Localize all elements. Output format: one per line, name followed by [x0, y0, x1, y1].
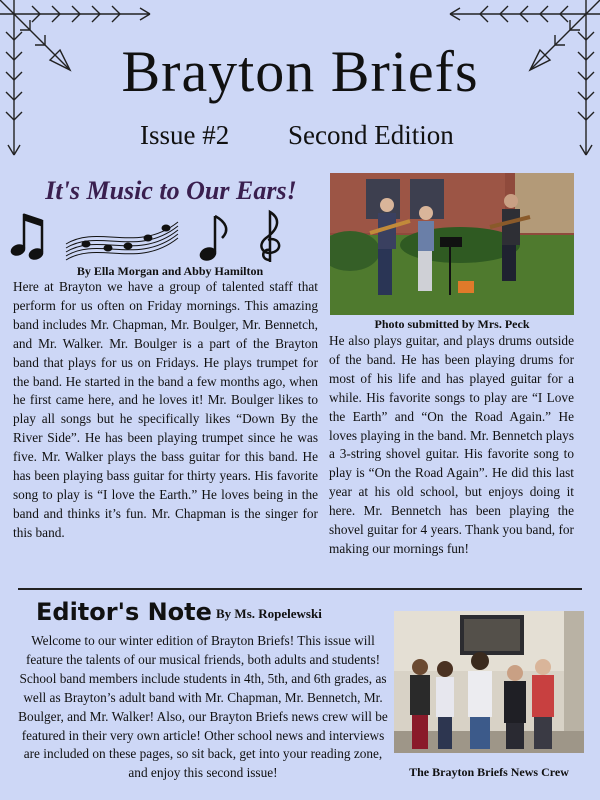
section-divider: [18, 588, 582, 590]
editors-note-body: Welcome to our winter edition of Brayton Briefs! This issue will feature the talents of our musical friends, both adults and students! School band members include students in 4th, 5th, and 6th grades, as well as Brayton’s adult band with Mr. Chapman, Mr. Bennetch, Mr. Boulger, and Mr. Walker! Also, our Brayton Briefs news crew will be featured in their very own article! Other school news and interviews are included on these pages, so sit back, get into your reading zone, and enjoy this second issue!: [18, 633, 388, 781]
article-byline: By Ella Morgan and Abby Hamilton: [76, 264, 264, 278]
article-column-2: He also plays guitar, and plays drums outside of the band. He has been playing drums for most of his life and has played guitar for a while. His favorite songs to play are “I Love the Earth” and “On the Road Again.” He loves playing in the band. Mr. Bennetch plays a 3-string shovel guitar. His favorite song to play is “On the Road Again”. He did this last year at his old school, but enjoys doing it here. Mr. Bennetch has been playing the shovel guitar for 4 years. Thank you band, for making our mornings fun!: [329, 333, 574, 556]
article-column-1: Here at Brayton we have a group of talented staff that perform for us often on Friday mornings. This amazing band includes Mr. Chapman, Mr. Boulger, Mr. Bennetch, and Mr. Walker. Mr. Boulger is a part of the Brayton band that plays for us on Fridays. He plays trumpet for the band. He started in the band a few months ago, when he first came here, and he loves it! Mr. Boulger likes to play all songs but he specifically likes “Down By the River Side”. He has been playing trumpet since he was five. Mr. Walker plays the bass guitar for this band. He has been playing bass guitar for thirty years. His favorite song to play is “I love the Earth.” He loves being in the band and thinks it’s fun. Mr. Chapman is the singer for this band.: [13, 279, 318, 540]
news-crew-photo: [394, 611, 584, 753]
edition-label: Second Edition: [288, 120, 454, 150]
editors-note-title: Editor's Note: [36, 598, 212, 626]
editors-note-byline: By Ms. Ropelewski: [216, 606, 322, 621]
newspaper-title: Brayton Briefs: [121, 39, 479, 104]
issue-number: Issue #2: [140, 120, 230, 150]
photo-caption: Photo submitted by Mrs. Peck: [374, 317, 530, 331]
music-notes-icon: [8, 208, 308, 266]
band-photo: [330, 173, 574, 315]
article-headline: It's Music to Our Ears!: [45, 176, 297, 205]
news-crew-caption: The Brayton Briefs News Crew: [409, 765, 569, 779]
